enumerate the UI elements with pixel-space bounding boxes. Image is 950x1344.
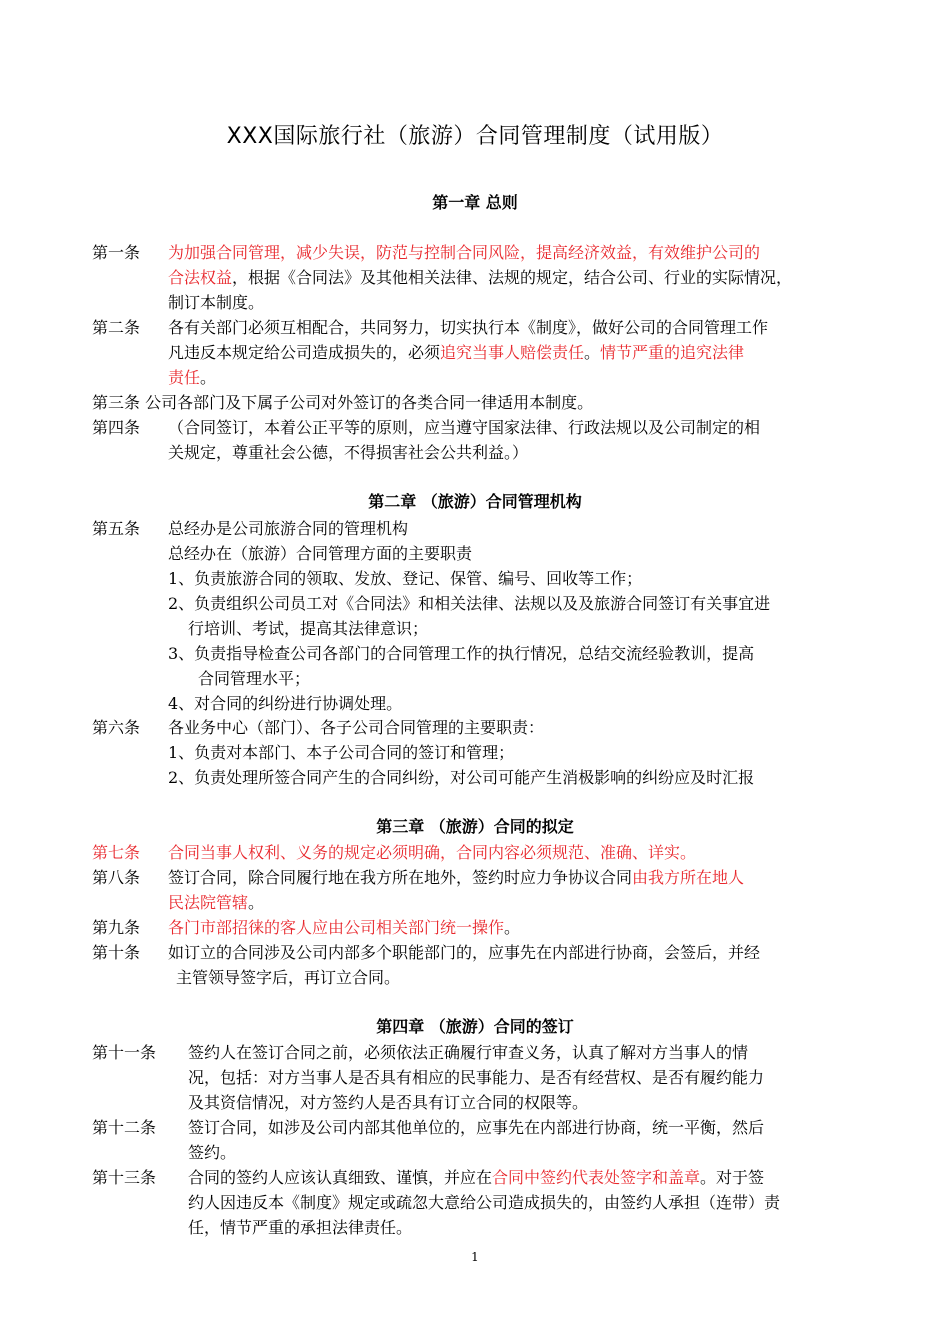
article-1-line-3: 制订本制度。 [168, 293, 265, 312]
article-9-line-1 [168, 916, 520, 940]
article-10-line-1: 如订立的合同涉及公司内部多个职能部门的，应事先在内部进行协商，会签后，并经 [168, 943, 761, 962]
article-1-label: 第一条 [92, 243, 141, 262]
article-2-line-3 [168, 366, 216, 390]
article-12-line-1: 签订合同，如涉及公司内部其他单位的，应事先在内部进行协商，统一平衡，然后 [188, 1118, 765, 1137]
chapter-4-heading: 第四章 （旅游）合同的签订 [376, 1017, 574, 1036]
article-5-item-3: 3、负责指导检查公司各部门的合同管理工作的执行情况，总结交流经验教训，提高 [168, 644, 755, 663]
article-5-label: 第五条 [92, 519, 141, 538]
article-8-text: 签订合同，除合同履行地在我方所在地外，签约时应力争协议合同 [168, 868, 633, 887]
article-13-text-end: 。对于签 [700, 1168, 765, 1187]
article-4-line-1: （合同签订，本着公正平等的原则，应当遵守国家法律、行政法规以及公司制定的相 [168, 418, 761, 437]
article-6-line-1: 各业务中心（部门）、各子公司合同管理的主要职责： [168, 718, 545, 737]
article-2-text-b: 。 [584, 343, 601, 362]
article-6-label: 第六条 [92, 718, 141, 737]
article-8-highlight-1: 由我方所在地人 [632, 868, 745, 887]
article-5-item-1: 1、负责旅游合同的领取、发放、登记、保管、编号、回收等工作； [168, 569, 643, 588]
article-8-label: 第八条 [92, 868, 141, 887]
article-5-line-1: 总经办是公司旅游合同的管理机构 [168, 519, 409, 538]
article-12-label: 第十二条 [92, 1118, 157, 1137]
article-11-line-2: 况，包括：对方当事人是否具有相应的民事能力、是否有经营权、是否有履约能力 [188, 1068, 765, 1087]
article-8-highlight-2: 民法院管辖 [168, 893, 249, 912]
article-2-text-a: 凡违反本规定给公司造成损失的，必须 [168, 343, 441, 362]
article-13-line-2: 约人因违反本《制度》规定或疏忽大意给公司造成损失的，由签约人承担（连带）责 [188, 1193, 781, 1212]
article-2-text-c: 。 [200, 368, 217, 387]
article-4-line-2: 关规定，尊重社会公德，不得损害社会公共利益。） [168, 443, 529, 462]
article-7-line-1: 合同当事人权利、义务的规定必须明确，合同内容必须规范、准确、详实。 [168, 843, 697, 862]
article-4-label: 第四条 [92, 418, 141, 437]
article-13-highlight: 合同中签约代表处签字和盖章 [492, 1168, 701, 1187]
article-11-line-1: 签约人在签订合同之前，必须依法正确履行审查义务，认真了解对方当事人的情 [188, 1043, 749, 1062]
article-8-line-2 [168, 891, 264, 915]
article-1-line-2 [168, 266, 792, 290]
article-5-line-2: 总经办在（旅游）合同管理方面的主要职责 [168, 544, 473, 563]
article-8-line-1 [168, 866, 744, 890]
article-2-highlight-1: 追究当事人赔偿责任 [440, 343, 585, 362]
article-13-line-1 [188, 1166, 764, 1190]
article-5-item-2: 2、负责组织公司员工对《合同法》和相关法律、法规以及及旅游合同签订有关事宜进 [168, 594, 771, 613]
article-5-item-4: 4、对合同的纠纷进行协调处理。 [168, 694, 403, 713]
article-12-line-2: 签约。 [188, 1143, 237, 1162]
article-9-highlight: 各门市部招徕的客人应由公司相关部门统一操作 [168, 918, 505, 937]
article-11-line-3: 及其资信情况，对方签约人是否具有订立合同的权限等。 [188, 1093, 589, 1112]
chapter-2-heading: 第二章 （旅游）合同管理机构 [368, 492, 582, 511]
article-9-label: 第九条 [92, 918, 141, 937]
article-1-highlight: 合法权益 [168, 268, 233, 287]
chapter-3-heading: 第三章 （旅游）合同的拟定 [376, 817, 574, 836]
chapter-1-heading: 第一章 总则 [432, 193, 518, 212]
article-10-label: 第十条 [92, 943, 141, 962]
article-9-text-end: 。 [504, 918, 521, 937]
article-2-line-1: 各有关部门必须互相配合，共同努力，切实执行本《制度》，做好公司的合同管理工作 [168, 318, 769, 337]
article-5-item-3-cont: 合同管理水平； [198, 669, 311, 688]
article-2-highlight-3: 责任 [168, 368, 201, 387]
article-1-line-1: 为加强合同管理，减少失误，防范与控制合同风险，提高经济效益，有效维护公司的 [168, 243, 761, 262]
article-2-line-2 [168, 341, 744, 365]
article-13-text: 合同的签约人应该认真细致、谨慎，并应在 [188, 1168, 493, 1187]
article-13-label: 第十三条 [92, 1168, 157, 1187]
article-3: 第三条 公司各部门及下属子公司对外签订的各类合同一律适用本制度。 [92, 393, 594, 412]
article-7-label: 第七条 [92, 843, 141, 862]
article-2-label: 第二条 [92, 318, 141, 337]
article-6-item-2: 2、负责处理所签合同产生的合同纠纷，对公司可能产生消极影响的纠纷应及时汇报 [168, 768, 755, 787]
article-8-text-end: 。 [248, 893, 265, 912]
article-5-item-2-cont: 行培训、考试，提高其法律意识； [188, 619, 429, 638]
document-title: XXX国际旅行社（旅游）合同管理制度（试用版） [226, 124, 724, 149]
article-13-line-3: 任，情节严重的承担法律责任。 [188, 1218, 413, 1237]
article-2-highlight-2: 情节严重的追究法律 [600, 343, 745, 362]
article-10-line-2: 主管领导签字后，再订立合同。 [176, 968, 401, 987]
article-11-label: 第十一条 [92, 1043, 157, 1062]
article-6-item-1: 1、负责对本部门、本子公司合同的签订和管理； [168, 743, 515, 762]
page-number: 1 [471, 1250, 479, 1264]
article-1-line-2-text: ，根据《合同法》及其他相关法律、法规的规定，结合公司、行业的实际情况， [232, 268, 793, 287]
